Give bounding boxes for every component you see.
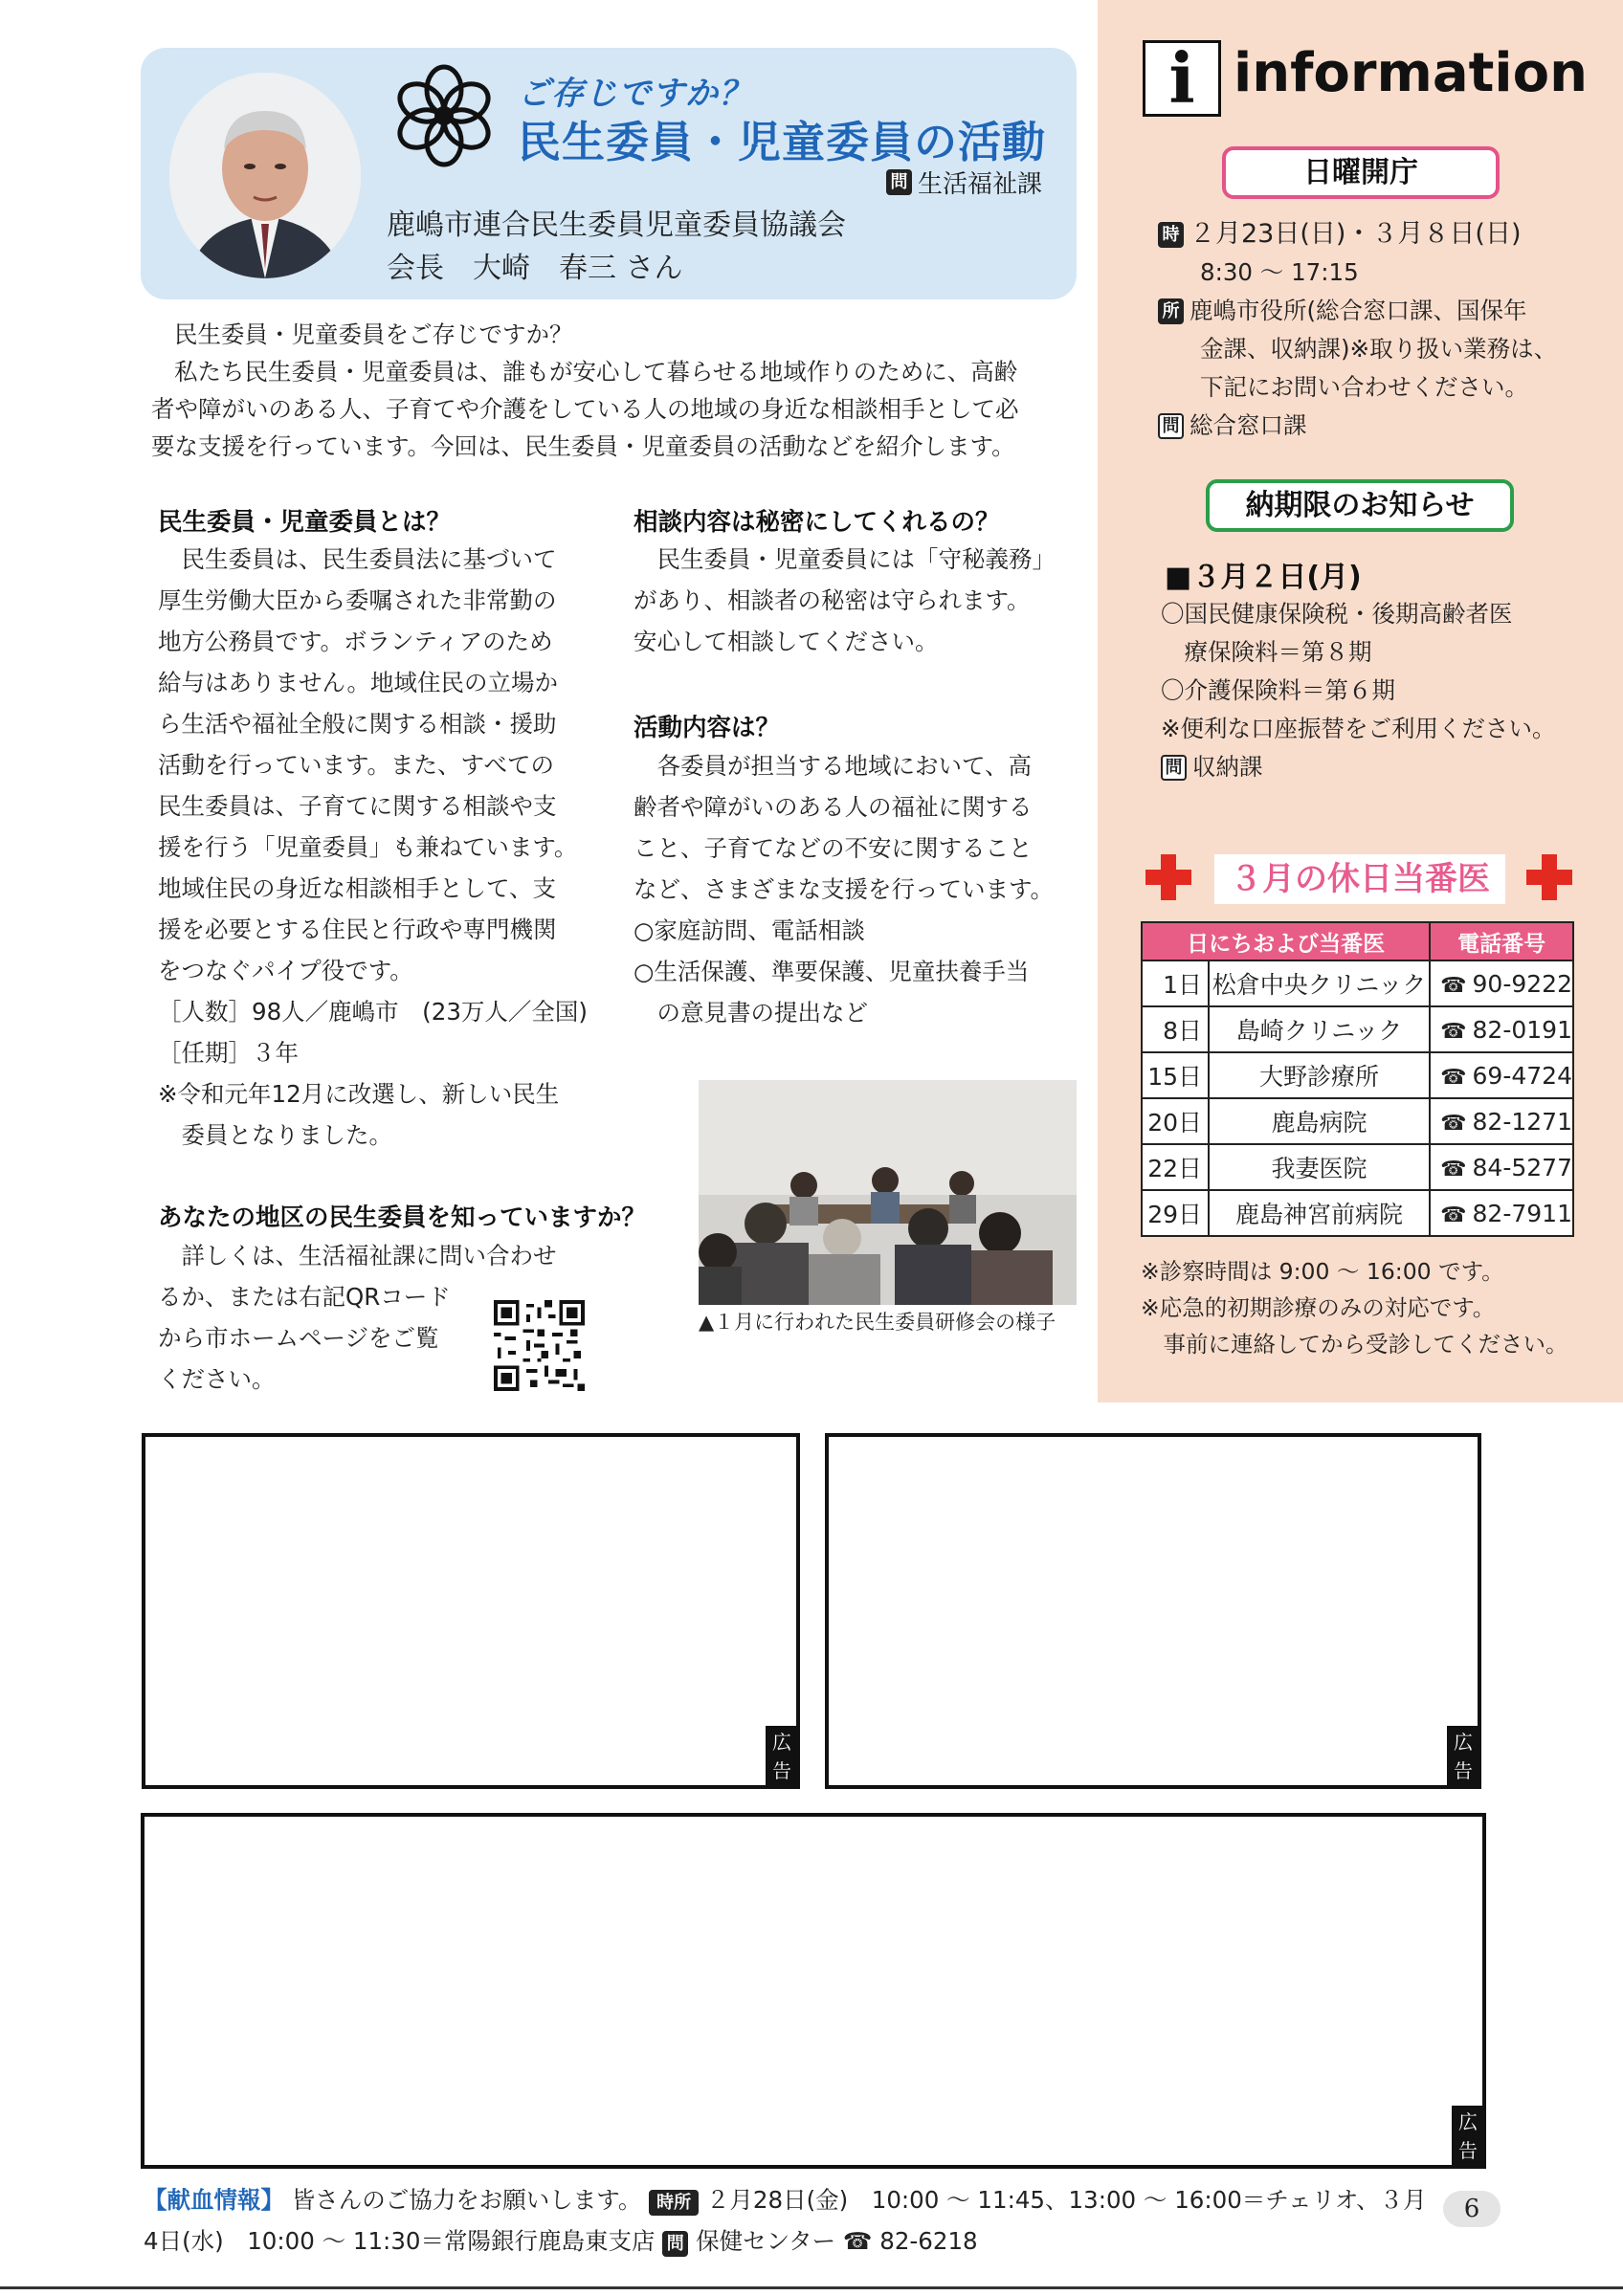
deadline-line: 〇介護保険料＝第６期	[1161, 676, 1395, 704]
holiday-doctor-table	[1141, 921, 1574, 1237]
body-line: 詳しくは、生活福祉課に問い合わせ	[158, 1242, 557, 1269]
body-line: 活動を行っています。また、すべての	[158, 751, 555, 779]
chairman-portrait	[169, 73, 361, 278]
doctor-day: 20日	[1142, 1098, 1209, 1144]
place-tag-icon: 所	[1158, 298, 1184, 324]
sunday-opening-details	[1158, 215, 1557, 445]
holiday-note: ※応急的初期診療のみの対応です。	[1141, 1294, 1496, 1321]
body-line: 援を必要とする住民と行政や専門機関	[158, 916, 557, 943]
deadline-details	[1161, 595, 1556, 786]
intro-line: 私たち民生委員・児童委員は、誰もが安心して暮らせる地域作りのために、高齢	[174, 358, 1018, 386]
payment-deadline-pill: 納期限のお知らせ	[1206, 479, 1514, 532]
training-photo	[699, 1080, 1077, 1305]
body-line: ください。	[158, 1365, 276, 1393]
table-row	[1142, 1098, 1573, 1144]
doctor-clinic: 鹿島病院	[1209, 1098, 1430, 1144]
doctor-day: 22日	[1142, 1144, 1209, 1190]
body-line: ○家庭訪問、電話相談	[634, 916, 865, 944]
body-line: から市ホームページをご覧	[158, 1324, 439, 1352]
ad-box-right	[825, 1433, 1481, 1789]
doctor-day: 1日	[1142, 960, 1209, 1006]
blood-donation-text: 皆さんのご協力をお願いします。	[291, 2186, 642, 2214]
time-tag-icon: 時	[1158, 222, 1184, 248]
body-line: の意見書の提出など	[634, 999, 868, 1027]
doctor-clinic: 大野診療所	[1209, 1052, 1430, 1098]
body-line: 安心して相談してください。	[634, 628, 939, 655]
feature-title: 民生委員・児童委員の活動	[518, 117, 1047, 167]
body-line: るか、または右記QRコード	[158, 1283, 451, 1311]
doctor-phone: 82-0191	[1472, 1015, 1572, 1044]
sunday-dates: ２月23日(日)・３月８日(日)	[1189, 219, 1522, 249]
phone-icon: ☎	[1440, 1065, 1467, 1090]
section-heading-activity: 活動内容は？	[634, 709, 780, 743]
place-line: 金課、収納課)※取り扱い業務は、	[1200, 335, 1558, 363]
doctor-day: 29日	[1142, 1190, 1209, 1236]
place-line: 下記にお問い合わせください。	[1200, 373, 1528, 401]
inquiry-tag-icon: 問	[662, 2231, 688, 2257]
sunday-opening-pill: 日曜開庁	[1222, 146, 1500, 199]
blood-donation-schedule: ２月28日(金) 10:00 ～ 11:45、13:00 ～ 16:00＝チェリオ、３月	[705, 2186, 1427, 2214]
doctor-phone: 69-4724	[1472, 1061, 1572, 1090]
body-line: 齢者や障がいのある人の福祉に関する	[634, 793, 1033, 821]
column-header-phone: 電話番号	[1430, 922, 1573, 960]
ad-box-wide	[141, 1813, 1486, 2169]
body-line: ［任期］３年	[158, 1039, 299, 1067]
feature-contact-dept: 生活福祉課	[917, 170, 1042, 199]
holiday-note: 事前に連絡してから受診してください。	[1141, 1331, 1568, 1358]
doctor-clinic: 我妻医院	[1209, 1144, 1430, 1190]
column-header-doctor: 日にちおよび当番医	[1142, 922, 1430, 960]
body-line: 委員となりました。	[158, 1121, 392, 1149]
doctor-clinic: 松倉中央クリニック	[1209, 960, 1430, 1006]
ad-label: 広告	[766, 1726, 798, 1787]
ad-label: 広告	[1447, 1726, 1479, 1787]
ad-label: 広告	[1452, 2106, 1484, 2167]
page-bottom-rule	[0, 2286, 1623, 2289]
section-body-secret	[634, 539, 1056, 662]
inquiry-tag-icon: 問	[1158, 413, 1184, 439]
phone-icon: ☎	[1440, 1111, 1467, 1136]
doctor-clinic: 鹿島神宮前病院	[1209, 1190, 1430, 1236]
info-icon: i	[1143, 40, 1221, 117]
organization-name: 鹿嶋市連合民生委員児童委員協議会	[387, 209, 846, 242]
doctor-day: 15日	[1142, 1052, 1209, 1098]
inquiry-tag-icon: 問	[886, 169, 912, 195]
section-heading-what: 民生委員・児童委員とは？	[158, 503, 451, 538]
feature-header	[141, 48, 1077, 299]
phone-icon: ☎	[1440, 1157, 1467, 1181]
doctor-phone: 84-5277	[1472, 1153, 1572, 1181]
holiday-note: ※診察時間は 9:00 ～ 16:00 です。	[1141, 1258, 1504, 1285]
sunday-contact: 総合窓口課	[1189, 411, 1307, 439]
information-title: information	[1234, 42, 1588, 104]
inquiry-tag-icon: 問	[1161, 755, 1187, 781]
body-line: 厚生労働大臣から委嘱された非常勤の	[158, 586, 557, 614]
ad-box-left	[142, 1433, 800, 1789]
section-heading-secret: 相談内容は秘密にしてくれるの？	[634, 503, 1000, 538]
deadline-line: 〇国民健康保険税・後期高齢者医	[1161, 600, 1513, 628]
table-row	[1142, 1190, 1573, 1236]
table-row	[1142, 1052, 1573, 1098]
intro-line: 者や障がいのある人、子育てや介護をしている人の地域の身近な相談相手として必	[151, 395, 1019, 423]
body-line: こと、子育てなどの不安に関すること	[634, 834, 1033, 862]
body-line: 民生委員は、子育てに関する相談や支	[158, 792, 557, 820]
deadline-line: 療保険料＝第８期	[1161, 638, 1372, 666]
chairman-name: 会長 大崎 春三 さん	[387, 252, 683, 285]
table-row	[1142, 1144, 1573, 1190]
doctor-clinic: 島崎クリニック	[1209, 1006, 1430, 1052]
doctor-phone: 90-9222	[1472, 969, 1572, 998]
body-line: 地域住民の身近な相談相手として、支	[158, 874, 557, 902]
body-line: ら生活や福祉全般に関する相談・援助	[158, 710, 557, 738]
holiday-doctor-title: ３月の休日当番医	[1214, 854, 1505, 904]
phone-icon: ☎	[842, 2227, 873, 2255]
phone-icon: ☎	[1440, 1019, 1467, 1044]
place-line: 鹿嶋市役所(総合窓口課、国保年	[1189, 297, 1527, 324]
red-cross-icon	[1526, 854, 1572, 900]
deadline-contact: 収納課	[1192, 753, 1263, 781]
information-sidebar	[1098, 0, 1623, 1402]
body-line: ［人数］98人／鹿嶋市 (23万人／全国)	[158, 998, 588, 1026]
blood-donation-phone: 82-6218	[879, 2227, 978, 2255]
body-line: 民生委員は、民生委員法に基づいて	[158, 545, 557, 573]
feature-intro	[151, 316, 1079, 465]
phone-icon: ☎	[1440, 973, 1467, 998]
qr-code-icon[interactable]	[494, 1300, 585, 1391]
section-heading-know: あなたの地区の民生委員を知っていますか？	[158, 1199, 646, 1233]
blood-donation-contact: 保健センター	[696, 2227, 836, 2255]
body-line: 給与はありません。地域住民の立場か	[158, 669, 558, 696]
holiday-notes	[1141, 1253, 1568, 1362]
body-line: ○生活保護、準要保護、児童扶養手当	[634, 958, 1030, 985]
doctor-phone: 82-7911	[1472, 1199, 1572, 1227]
page-number: 6	[1443, 2191, 1501, 2227]
section-body-activity	[634, 745, 1054, 1033]
body-line: 民生委員・児童委員には「守秘義務」	[634, 545, 1056, 573]
red-cross-icon	[1145, 854, 1191, 900]
feature-kicker: ご存じですか？	[518, 75, 752, 113]
table-row	[1142, 960, 1573, 1006]
body-line: をつなぐパイプ役です。	[158, 957, 413, 984]
body-line: 各委員が担当する地域において、高	[634, 752, 1033, 780]
doctor-phone: 82-1271	[1472, 1107, 1572, 1136]
intro-line: 要な支援を行っています。今回は、民生委員・児童委員の活動などを紹介します。	[151, 432, 1015, 460]
photo-caption: ▲１月に行われた民生委員研修会の様子	[699, 1311, 1056, 1334]
blood-donation-info	[144, 2179, 1427, 2262]
sunday-hours: 8:30 ～ 17:15	[1200, 258, 1359, 286]
section-body-what	[158, 539, 588, 1156]
table-row	[1142, 1006, 1573, 1052]
body-line: 援を行う「児童委員」も兼ねています。	[158, 833, 578, 861]
deadline-date: ■３月２日(月)	[1165, 561, 1362, 594]
blood-donation-label: 【献血情報】	[144, 2186, 284, 2214]
body-line: など、さまざまな支援を行っています。	[634, 875, 1055, 903]
body-line: があり、相談者の秘密は守られます。	[634, 586, 1031, 614]
time-place-tag-icon: 時所	[649, 2190, 699, 2216]
flower-emblem-icon	[391, 63, 497, 168]
doctor-day: 8日	[1142, 1006, 1209, 1052]
phone-icon: ☎	[1440, 1203, 1467, 1227]
body-line: ※令和元年12月に改選し、新しい民生	[158, 1080, 560, 1108]
intro-line: 民生委員・児童委員をご存じですか？	[174, 320, 573, 348]
body-line: 地方公務員です。ボランティアのため	[158, 628, 553, 655]
blood-donation-schedule-2: 4日(水) 10:00 ～ 11:30＝常陽銀行鹿島東支店	[144, 2227, 656, 2255]
feature-contact	[886, 165, 1042, 200]
deadline-line: ※便利な口座振替をご利用ください。	[1161, 715, 1556, 742]
